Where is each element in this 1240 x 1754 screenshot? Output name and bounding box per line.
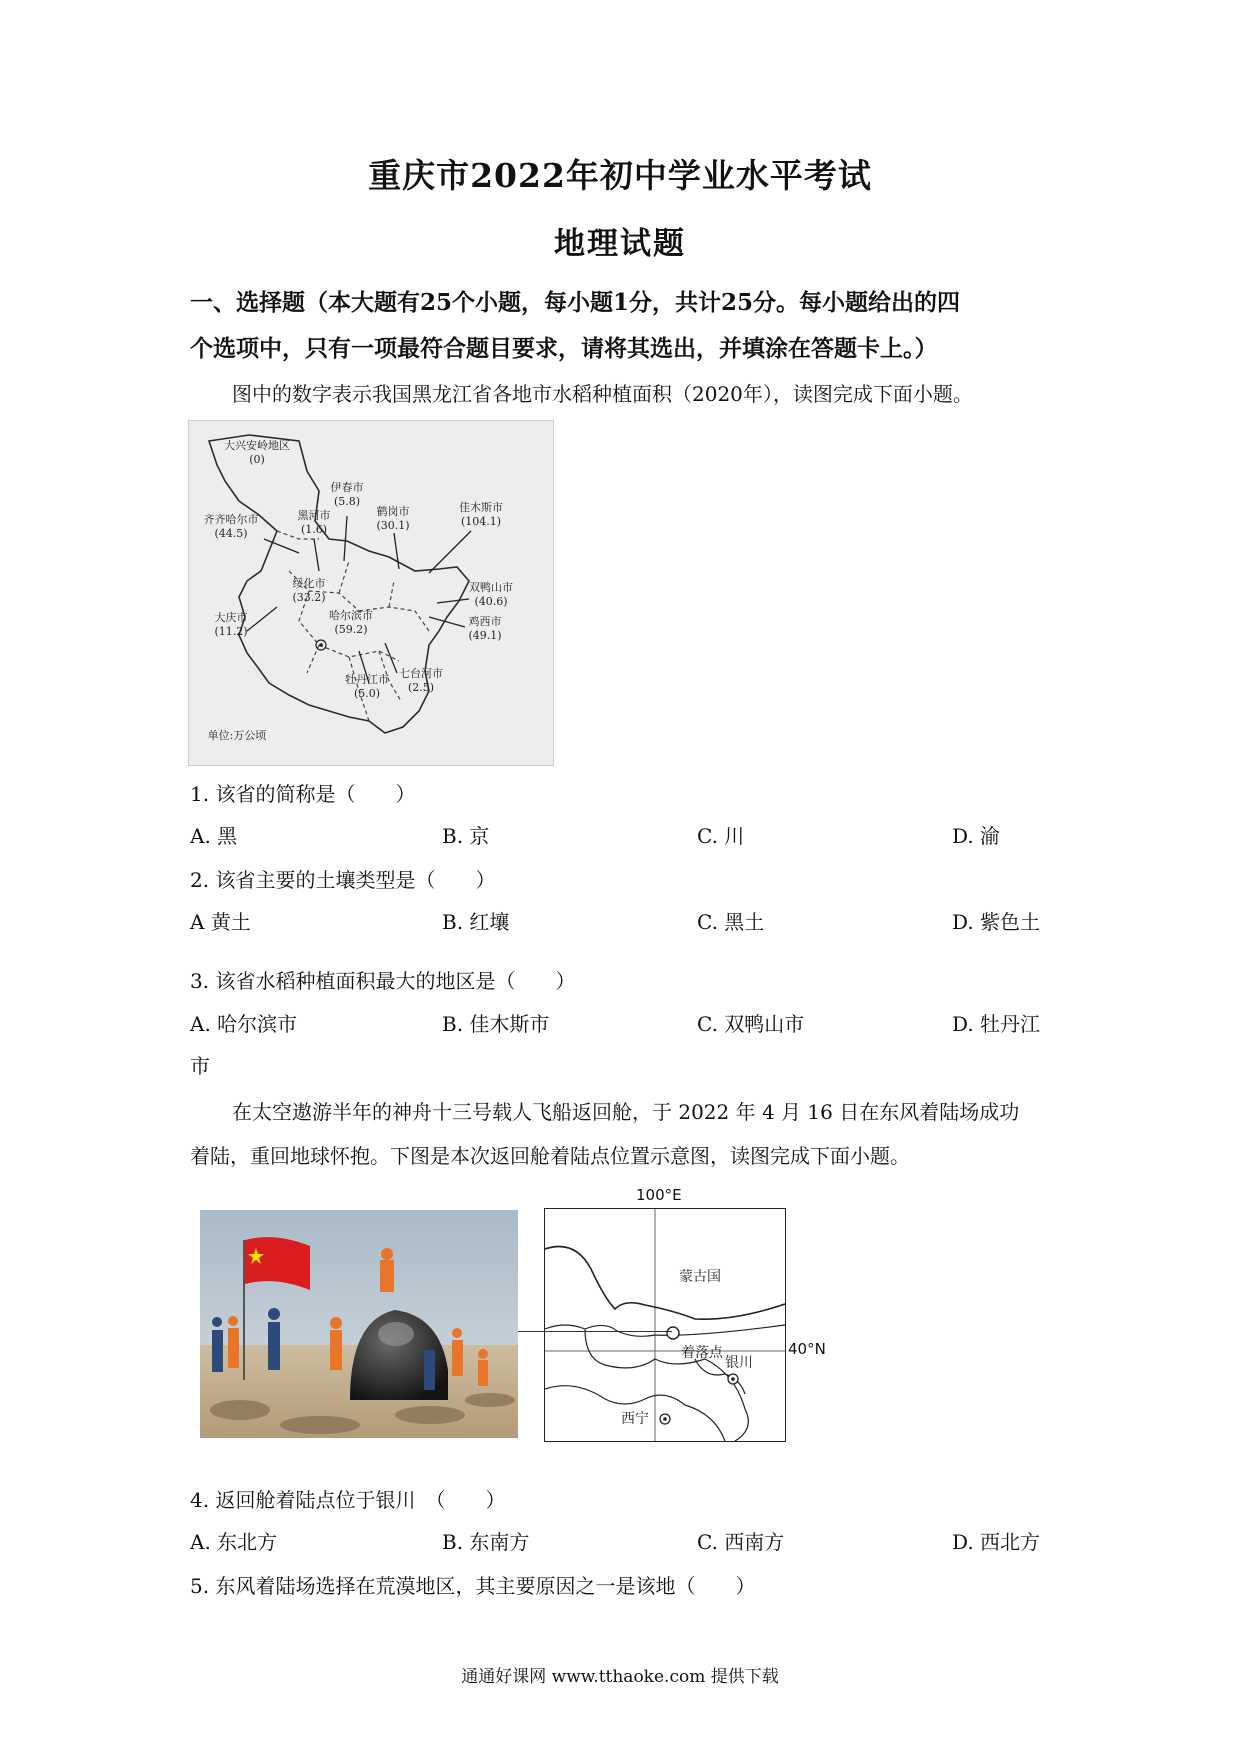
svg-text:(0): (0) bbox=[249, 453, 265, 466]
svg-text:(11.2): (11.2) bbox=[214, 625, 248, 638]
q2-option-b[interactable]: B. 红壤 bbox=[442, 910, 510, 934]
question-2-stem: 2. 该省主要的土壤类型是（ ） bbox=[190, 868, 496, 892]
region-harbin: 哈尔滨市 bbox=[329, 609, 373, 622]
map-unit-label: 单位:万公顷 bbox=[207, 729, 267, 742]
section-line-1: 一、选择题（本大题有25个小题，每小题1分，共计25分。每小题给出的四 bbox=[190, 289, 961, 316]
exam-subtitle: 地理试题 bbox=[554, 226, 686, 262]
region-heihe: 黑河市 bbox=[297, 509, 331, 522]
q2-option-a[interactable]: A 黄土 bbox=[190, 910, 251, 934]
region-qitaihe: 七台河市 bbox=[399, 667, 443, 680]
region-daxinganling: 大兴安岭地区 bbox=[224, 439, 290, 452]
svg-text:(5.0): (5.0) bbox=[353, 687, 381, 700]
svg-text:(104.1): (104.1) bbox=[460, 515, 502, 528]
landing-site-map bbox=[544, 1208, 786, 1442]
page-footer: 通通好课网 www.tthaoke.com 提供下载 bbox=[461, 1667, 779, 1687]
capsule-photo-svg bbox=[200, 1210, 518, 1438]
intro2-line-1: 在太空遨游半年的神舟十三号载人飞船返回舱，于 2022 年 4 月 16 日在东风着陆场成功 bbox=[232, 1100, 1020, 1124]
label-mongolia: 蒙古国 bbox=[679, 1269, 721, 1285]
question-3-stem: 3. 该省水稻种植面积最大的地区是（ ） bbox=[190, 969, 576, 993]
svg-text:(49.1): (49.1) bbox=[468, 629, 502, 642]
label-xining: 西宁 bbox=[621, 1411, 649, 1427]
intro-paragraph-1: 图中的数字表示我国黑龙江省各地市水稻种植面积（2020年），读图完成下面小题。 bbox=[232, 382, 973, 406]
svg-text:(33.2): (33.2) bbox=[292, 591, 326, 604]
section-heading bbox=[190, 280, 1070, 372]
region-shuangyashan: 双鸭山市 bbox=[469, 581, 513, 594]
question-1-stem: 1. 该省的简称是（ ） bbox=[190, 782, 416, 806]
region-yichun: 伊春市 bbox=[330, 481, 364, 494]
heilongjiang-map-svg bbox=[189, 421, 553, 765]
q1-option-b[interactable]: B. 京 bbox=[442, 824, 490, 848]
label-yinchuan: 银川 bbox=[725, 1355, 753, 1371]
q3-option-a[interactable]: A. 哈尔滨市 bbox=[190, 1012, 298, 1036]
region-daqing: 大庆市 bbox=[214, 611, 248, 624]
svg-text:(44.5): (44.5) bbox=[214, 527, 248, 540]
q2-option-c[interactable]: C. 黑土 bbox=[697, 910, 765, 934]
q4-option-c[interactable]: C. 西南方 bbox=[697, 1530, 785, 1554]
q4-option-b[interactable]: B. 东南方 bbox=[442, 1530, 530, 1554]
q1-option-c[interactable]: C. 川 bbox=[697, 824, 745, 848]
q3-option-b[interactable]: B. 佳木斯市 bbox=[442, 1012, 550, 1036]
exam-title: 重庆市2022年初中学业水平考试 bbox=[368, 156, 872, 195]
region-jiamusi: 佳木斯市 bbox=[459, 501, 503, 514]
region-suihua: 绥化市 bbox=[292, 577, 326, 590]
landing-map-svg bbox=[545, 1209, 785, 1441]
q4-option-d[interactable]: D. 西北方 bbox=[952, 1530, 1041, 1554]
q3-option-d-wrap: 市 bbox=[190, 1054, 210, 1078]
svg-text:(40.6): (40.6) bbox=[474, 595, 508, 608]
region-mudanjiang: 牡丹江市 bbox=[345, 673, 389, 686]
svg-text:(2.5): (2.5) bbox=[407, 681, 435, 694]
parallel-label: 40°N bbox=[788, 1340, 826, 1358]
q3-option-c[interactable]: C. 双鸭山市 bbox=[697, 1012, 805, 1036]
question-5-stem: 5. 东风着陆场选择在荒漠地区，其主要原因之一是该地（ ） bbox=[190, 1574, 756, 1598]
svg-text:(59.2): (59.2) bbox=[334, 623, 368, 636]
intro2-line-2: 着陆，重回地球怀抱。下图是本次返回舱着陆点位置示意图，读图完成下面小题。 bbox=[190, 1144, 910, 1168]
heilongjiang-map bbox=[188, 420, 554, 766]
q1-option-a[interactable]: A. 黑 bbox=[190, 824, 238, 848]
landing-point-icon bbox=[667, 1327, 679, 1339]
capsule-landing-photo bbox=[200, 1210, 518, 1438]
svg-text:(5.8): (5.8) bbox=[333, 495, 361, 508]
q3-option-d[interactable]: D. 牡丹江 bbox=[952, 1012, 1041, 1036]
svg-text:(1.6): (1.6) bbox=[300, 523, 328, 536]
q2-option-d[interactable]: D. 紫色土 bbox=[952, 910, 1041, 934]
photo-map-connector bbox=[518, 1331, 672, 1332]
svg-text:(30.1): (30.1) bbox=[376, 519, 410, 532]
region-qiqihar: 齐齐哈尔市 bbox=[203, 513, 259, 526]
section-line-2: 个选项中，只有一项最符合题目要求，请将其选出，并填涂在答题卡上。） bbox=[190, 335, 938, 362]
q1-option-d[interactable]: D. 渝 bbox=[952, 824, 1001, 848]
region-hegang: 鹤岗市 bbox=[376, 505, 410, 518]
label-landing-point: 着落点 bbox=[681, 1345, 723, 1361]
intro-paragraph-2 bbox=[190, 1090, 1070, 1178]
question-4-stem: 4. 返回舱着陆点位于银川 （ ） bbox=[190, 1488, 506, 1512]
region-jixi: 鸡西市 bbox=[468, 615, 502, 628]
q4-option-a[interactable]: A. 东北方 bbox=[190, 1530, 278, 1554]
meridian-label: 100°E bbox=[636, 1186, 682, 1204]
